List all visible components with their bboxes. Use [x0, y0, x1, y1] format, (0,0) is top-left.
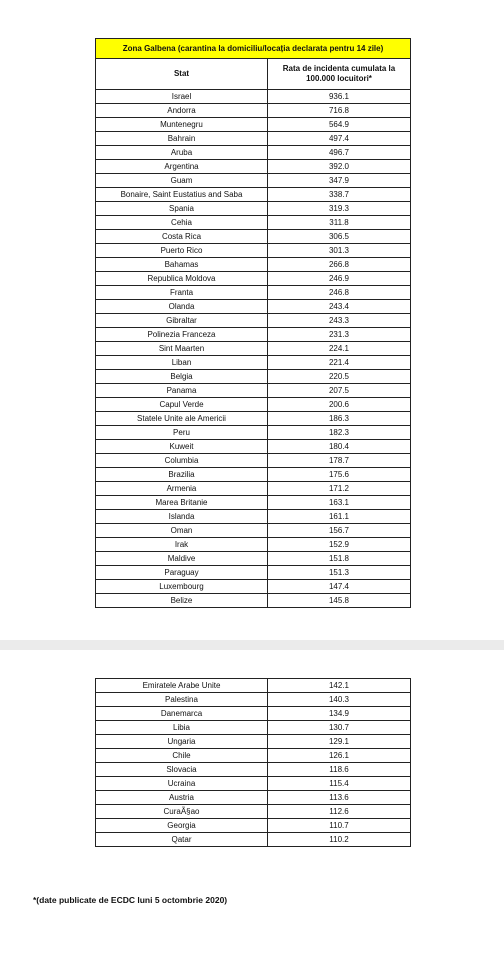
table-row: [96, 707, 411, 721]
rate-cell: 497.4: [268, 132, 411, 146]
table-row: [96, 146, 411, 160]
table-row: [96, 104, 411, 118]
table-row: [96, 791, 411, 805]
rate-cell: 243.3: [268, 314, 411, 328]
table-row: [96, 468, 411, 482]
table-row: [96, 524, 411, 538]
table-row: [96, 216, 411, 230]
rate-cell: 186.3: [268, 412, 411, 426]
rate-cell: 243.4: [268, 300, 411, 314]
rate-cell: 175.6: [268, 468, 411, 482]
rate-cell: 311.8: [268, 216, 411, 230]
table-row: [96, 594, 411, 608]
table-row: [96, 440, 411, 454]
country-cell: Columbia: [96, 454, 268, 468]
country-cell: Guam: [96, 174, 268, 188]
table-row: [96, 833, 411, 847]
rate-cell: 338.7: [268, 188, 411, 202]
country-cell: Kuweit: [96, 440, 268, 454]
table-row: [96, 328, 411, 342]
country-cell: Spania: [96, 202, 268, 216]
country-cell: Panama: [96, 384, 268, 398]
table-row: [96, 566, 411, 580]
rate-cell: 306.5: [268, 230, 411, 244]
rate-cell: 134.9: [268, 707, 411, 721]
country-cell: Georgia: [96, 819, 268, 833]
rate-cell: 129.1: [268, 735, 411, 749]
rate-cell: 319.3: [268, 202, 411, 216]
rate-cell: 392.0: [268, 160, 411, 174]
country-cell: Maldive: [96, 552, 268, 566]
rate-cell: 224.1: [268, 342, 411, 356]
country-cell: Slovacia: [96, 763, 268, 777]
rate-cell: 156.7: [268, 524, 411, 538]
rate-cell: 145.8: [268, 594, 411, 608]
rate-cell: 178.7: [268, 454, 411, 468]
table-row: [96, 230, 411, 244]
rate-cell: 152.9: [268, 538, 411, 552]
document-page-2: [0, 650, 504, 960]
country-cell: Bahamas: [96, 258, 268, 272]
country-cell: Ucraina: [96, 777, 268, 791]
country-cell: Belize: [96, 594, 268, 608]
country-cell: Austria: [96, 791, 268, 805]
rate-cell: 110.7: [268, 819, 411, 833]
rate-cell: 130.7: [268, 721, 411, 735]
country-cell: Puerto Rico: [96, 244, 268, 258]
table-row: [96, 314, 411, 328]
country-cell: Capul Verde: [96, 398, 268, 412]
country-cell: Olanda: [96, 300, 268, 314]
country-cell: Luxembourg: [96, 580, 268, 594]
table-row: [96, 258, 411, 272]
country-cell: Franta: [96, 286, 268, 300]
country-cell: Gibraltar: [96, 314, 268, 328]
table-row: [96, 118, 411, 132]
yellow-zone-table-continued: [95, 678, 411, 847]
rate-cell: 112.6: [268, 805, 411, 819]
column-header-country: Stat: [96, 59, 268, 90]
rate-cell: 301.3: [268, 244, 411, 258]
table-row: [96, 272, 411, 286]
table-row: [96, 132, 411, 146]
table-row: [96, 538, 411, 552]
country-cell: Brazilia: [96, 468, 268, 482]
yellow-zone-table: [95, 38, 411, 608]
rate-cell: 161.1: [268, 510, 411, 524]
rate-cell: 180.4: [268, 440, 411, 454]
country-cell: Chile: [96, 749, 268, 763]
table-row: [96, 735, 411, 749]
table-row: [96, 749, 411, 763]
rate-cell: 496.7: [268, 146, 411, 160]
rate-cell: 151.8: [268, 552, 411, 566]
table-row: [96, 819, 411, 833]
table-row: [96, 412, 411, 426]
table-row: [96, 384, 411, 398]
country-cell: Belgia: [96, 370, 268, 384]
country-cell: Cehia: [96, 216, 268, 230]
rate-cell: 231.3: [268, 328, 411, 342]
table-row: [96, 721, 411, 735]
footnote: *(date publicate de ECDC luni 5 octombrie 2020): [33, 895, 228, 905]
column-header-rate: Rata de incidenta cumulata la 100.000 locuitori*: [268, 59, 411, 90]
table-row: [96, 693, 411, 707]
country-cell: Argentina: [96, 160, 268, 174]
rate-cell: 126.1: [268, 749, 411, 763]
rate-cell: 140.3: [268, 693, 411, 707]
table-row: [96, 202, 411, 216]
rate-cell: 163.1: [268, 496, 411, 510]
country-cell: Marea Britanie: [96, 496, 268, 510]
rate-cell: 266.8: [268, 258, 411, 272]
table-row: [96, 580, 411, 594]
rate-cell: 936.1: [268, 90, 411, 104]
rate-cell: 221.4: [268, 356, 411, 370]
country-cell: Palestina: [96, 693, 268, 707]
country-cell: Irak: [96, 538, 268, 552]
rate-cell: 147.4: [268, 580, 411, 594]
rate-cell: 182.3: [268, 426, 411, 440]
country-cell: Armenia: [96, 482, 268, 496]
table-row: [96, 244, 411, 258]
table-row: [96, 90, 411, 104]
table-row: [96, 552, 411, 566]
country-cell: Polinezia Franceza: [96, 328, 268, 342]
rate-cell: 347.9: [268, 174, 411, 188]
rate-cell: 220.5: [268, 370, 411, 384]
rate-cell: 246.9: [268, 272, 411, 286]
table-row: [96, 370, 411, 384]
table-row: [96, 174, 411, 188]
table-row: [96, 510, 411, 524]
country-cell: Israel: [96, 90, 268, 104]
country-cell: Danemarca: [96, 707, 268, 721]
table-row: [96, 777, 411, 791]
country-cell: Costa Rica: [96, 230, 268, 244]
rate-cell: 207.5: [268, 384, 411, 398]
rate-cell: 113.6: [268, 791, 411, 805]
table-header-row: [96, 59, 411, 90]
rate-cell: 151.3: [268, 566, 411, 580]
country-cell: Ungaria: [96, 735, 268, 749]
country-cell: Sint Maarten: [96, 342, 268, 356]
table-row: [96, 805, 411, 819]
country-cell: CuraÃ§ao: [96, 805, 268, 819]
country-cell: Republica Moldova: [96, 272, 268, 286]
rate-cell: 115.4: [268, 777, 411, 791]
rate-cell: 200.6: [268, 398, 411, 412]
rate-cell: 110.2: [268, 833, 411, 847]
table-row: [96, 398, 411, 412]
table-title: Zona Galbena (carantina la domiciliu/locația declarata pentru 14 zile): [96, 39, 411, 59]
country-cell: Liban: [96, 356, 268, 370]
country-cell: Oman: [96, 524, 268, 538]
table-row: [96, 496, 411, 510]
rate-cell: 142.1: [268, 679, 411, 693]
table-row: [96, 426, 411, 440]
table-row: [96, 679, 411, 693]
table-row: [96, 482, 411, 496]
rate-cell: 246.8: [268, 286, 411, 300]
table-row: [96, 342, 411, 356]
table-row: [96, 356, 411, 370]
rate-cell: 564.9: [268, 118, 411, 132]
country-cell: Qatar: [96, 833, 268, 847]
table-row: [96, 286, 411, 300]
table-row: [96, 188, 411, 202]
country-cell: Libia: [96, 721, 268, 735]
country-cell: Bonaire, Saint Eustatius and Saba: [96, 188, 268, 202]
table-title-row: [96, 39, 411, 59]
table-row: [96, 300, 411, 314]
rate-cell: 171.2: [268, 482, 411, 496]
rate-cell: 716.8: [268, 104, 411, 118]
rate-cell: 118.6: [268, 763, 411, 777]
country-cell: Paraguay: [96, 566, 268, 580]
country-cell: Peru: [96, 426, 268, 440]
table-row: [96, 454, 411, 468]
table-row: [96, 763, 411, 777]
country-cell: Muntenegru: [96, 118, 268, 132]
table-row: [96, 160, 411, 174]
country-cell: Aruba: [96, 146, 268, 160]
country-cell: Islanda: [96, 510, 268, 524]
country-cell: Statele Unite ale Americii: [96, 412, 268, 426]
country-cell: Andorra: [96, 104, 268, 118]
country-cell: Bahrain: [96, 132, 268, 146]
country-cell: Emiratele Arabe Unite: [96, 679, 268, 693]
